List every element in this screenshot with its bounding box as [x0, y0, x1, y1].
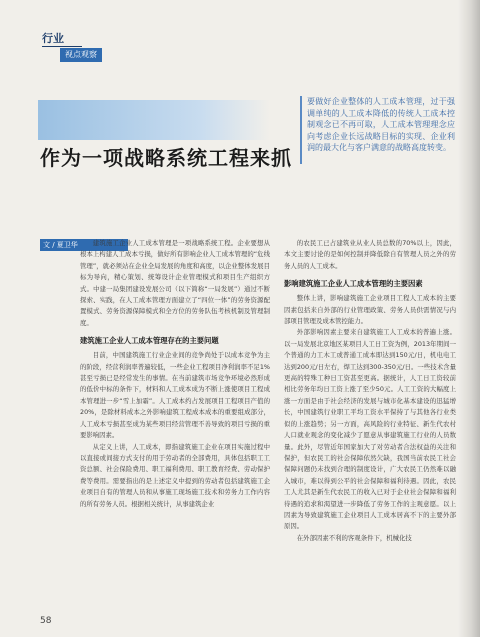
section-heading: 影响建筑施工企业人工成本管理的主要因素	[284, 279, 423, 289]
title-banner	[38, 100, 270, 140]
paragraph: 的农民工已占建筑业从业人员总数的70%以上，因此，本文主要讨论的是如何控制并降低除自有管理人员之外的劳务人员的人工成本。	[284, 239, 456, 270]
paragraph: 建筑施工企业人工成本管理是一项战略系统工程。企业要想从根本上构建人工成本亏损，做好所有影响企业人工成本管理的“危线管理”，就必须站在企业全局发展的角度和高度，以企业整体发展目标为导向，精心策划、统筹设计企业管理模式和项目生产组织方式。中建一局集团建设发展公司（以下简称“一局发展”）通过不断探索、实践，在人工成本管理方面建立了“四位一体”的劳务资源配置模式、劳务资源保障模式和全方位的劳务队伍考核机制及管理制度。	[80, 239, 270, 327]
intro-rule	[300, 96, 302, 164]
left-column	[80, 238, 270, 510]
section-tag: 视点观察	[60, 48, 102, 62]
paragraph: 整体上讲，影响建筑施工企业项目工程人工成本的主要因素包括来自外部的行业管理政策、劳务人员供需情况与内部项目管理及成本管控能力。	[284, 294, 456, 326]
category-label: 行业	[42, 32, 64, 45]
page-number: 58	[40, 616, 52, 626]
author-byline: 文 / 夏卫华	[40, 239, 128, 251]
right-column	[284, 238, 456, 544]
page-spine-shadow	[458, 0, 480, 637]
paragraph: 在外部因素不利的客观条件下，机械化技	[296, 533, 412, 542]
paragraph: 外部影响因素主要来自建筑施工人工成本的普遍上涨。以一局发展北京地区某项目人工日工资为例，2013年期间一个普通的力工木工或普通工成本即达到150元/日，机电电工达到200元/日左右，焊工达到300-350元/日。一些技术含量更高的特殊工种日工资甚至更高。据统计，人工日工资较前相比劳务年均日工资上涨了至少50元。人工工资的大幅度上涨一方面是由于社会经济的发展与城市化基本建设的迅猛增长，中国建筑行业职工平均工资水平保持了与其他各行业类似的上涨趋势；另一方面，高风险的行业特征、新生代农村人口就业观念的变化减少了愿意从事建筑施工行业的人员数量。此外，尽管近年国家加大了对劳动者合法权益的关注和保护，但农民工的社会保障依然欠缺，我国当前农民工社会保障问题仍未找到合理的制度设计，广大农民工仍然难以融入城市，难以得到公平的社会保障和福利待遇。因此，农民工人尤其是新生代农民工的收入已对于企业社会保障和福利待遇的追求和渴望进一步降低了劳务工作的主观意愿。以上因素为导致建筑施工企业项目人工成本居高不下的主要外部原因。	[284, 328, 456, 531]
article-title: 作为一项战略系统工程来抓	[40, 146, 292, 170]
paragraph: 目前，中国建筑施工行业企业间的竞争尚处于以成本竞争为主的阶段，经营利润率普遍较低，一些企业工程项目净利润率不足1%甚至亏损已是经常发生的事情。在当前建筑市场竞争环境必然形成的低价中标的条件下，材料和人工成本成为不断上涨使项目工程成本管理进一步“雪上加霜”。人工成本约占发展项目工程项目产值的20%，是除材料成本之外影响建筑工程成本成本的重要组成部分，人工成本亏损甚至成为某些项目经营管理不善导致的项目亏损的重要影响因素。	[80, 351, 270, 440]
paragraph: 从定义上讲，人工成本，即指建筑施工企业在项目实施过程中以直接或间接方式支付的用于劳动者的全部费用，具体包括职工工资总额、社会保险费用、职工福利费用、职工教育经费、劳动保护费等费用。需要指出的是上述定义中提到的劳动者包括建筑施工企业项目自有的管理人员和从事施工现场施工技术和劳务力工作内容的所有劳务人员。根据相关统计，从事建筑企业	[80, 442, 270, 508]
category-rule	[42, 46, 82, 47]
section-heading: 建筑施工企业人工成本管理存在的主要问题	[80, 336, 219, 346]
article-intro: 要做好企业整体的人工成本管理，过于强调单纯的人工成本降低的传统人工成本控制观念已不再可取，人工成本管理理念应向考虑企业长远战略目标的实现、企业利润的最大化与客户满意的战略高度转变。	[307, 97, 455, 152]
